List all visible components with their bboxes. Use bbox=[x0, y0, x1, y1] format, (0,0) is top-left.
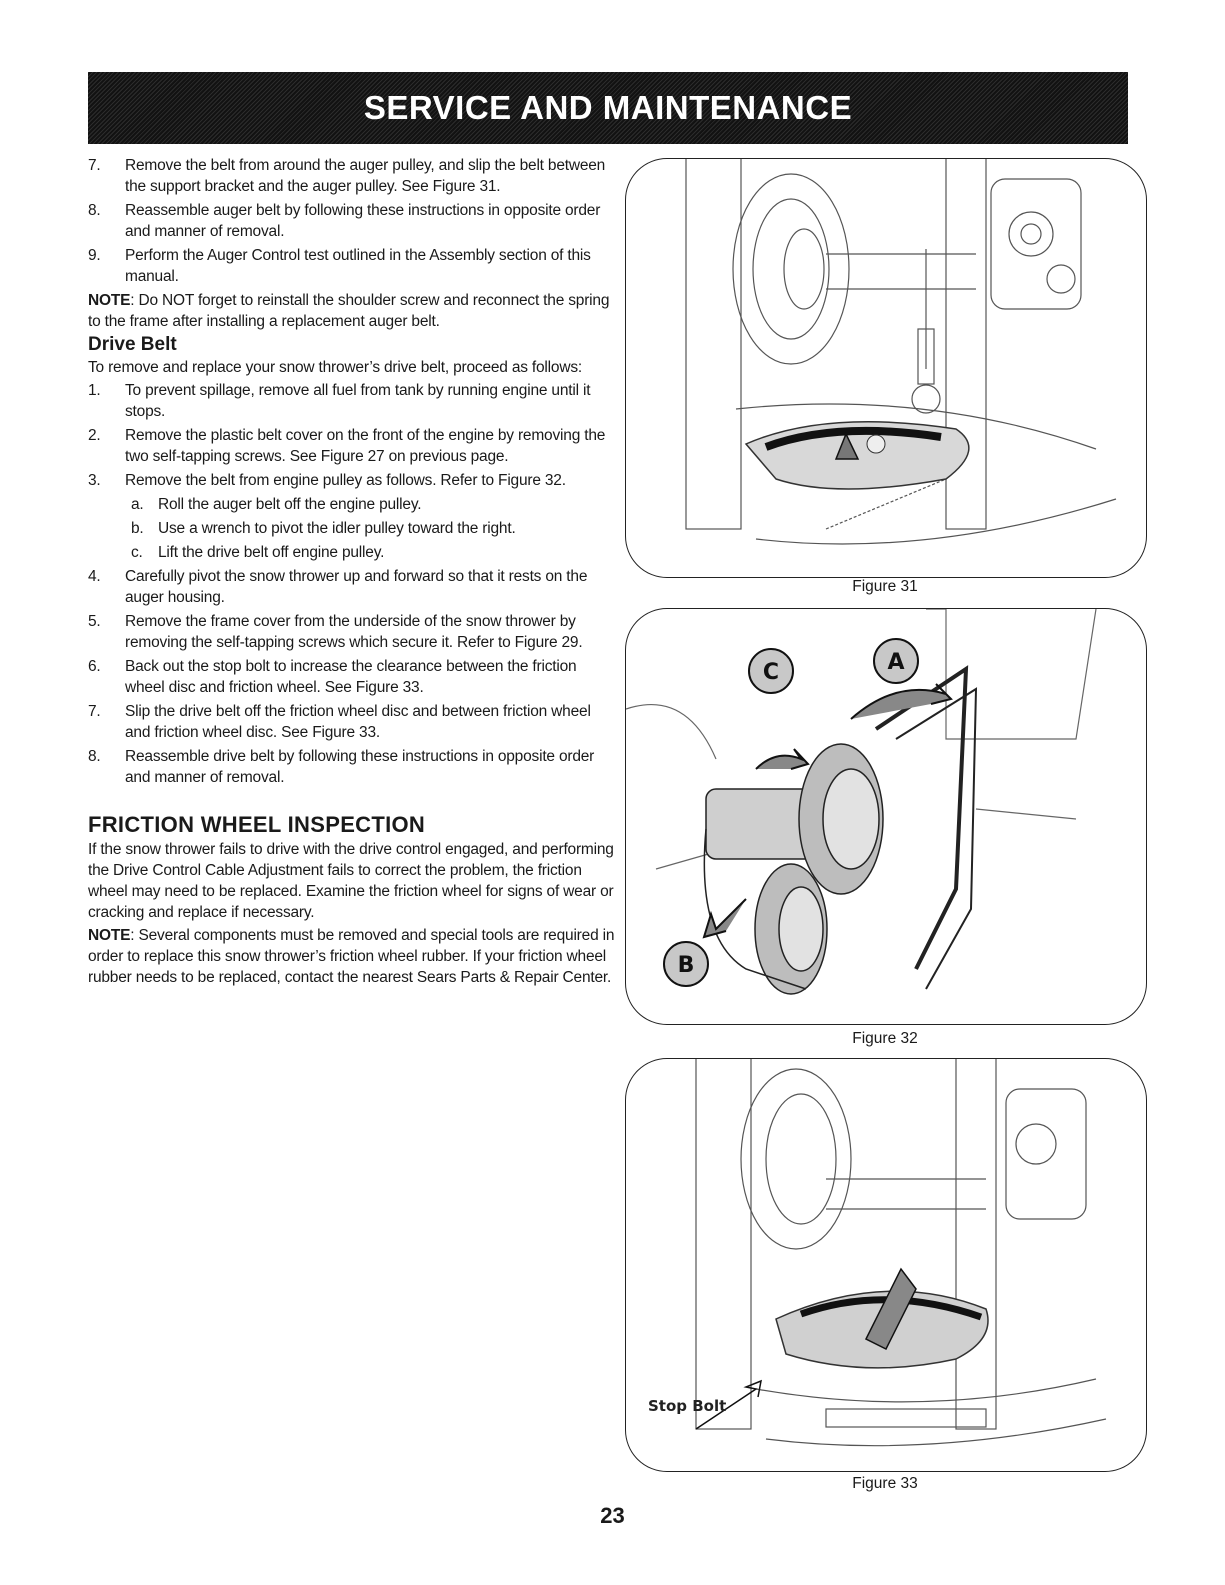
substep-text: Roll the auger belt off the engine pulley. bbox=[158, 496, 422, 513]
section-header-banner bbox=[88, 72, 1128, 144]
step-number: 4. bbox=[88, 568, 101, 585]
step-number: 3. bbox=[88, 472, 101, 489]
step-number: 2. bbox=[88, 427, 101, 444]
note-label: NOTE bbox=[88, 927, 131, 944]
callout-c-label: C bbox=[762, 660, 780, 685]
list-item bbox=[88, 155, 618, 197]
engine-pulley-drawing bbox=[626, 609, 1146, 1024]
callout-b-label: B bbox=[677, 953, 695, 978]
step-text: Back out the stop bolt to increase the clearance between the friction wheel disc and friction wheel. See Figure 33. bbox=[125, 658, 577, 696]
list-item bbox=[88, 425, 618, 467]
step-text: Remove the plastic belt cover on the front of the engine by removing the two self-tapping screws. See Figure 27 on previous page. bbox=[125, 427, 606, 465]
section-title: SERVICE AND MAINTENANCE bbox=[363, 89, 853, 126]
step-number: 8. bbox=[88, 748, 101, 765]
page-number: 23 bbox=[600, 1503, 625, 1528]
step-text: Reassemble drive belt by following these instructions in opposite order and manner of removal. bbox=[125, 748, 595, 786]
figure-31-caption: Figure 31 bbox=[852, 578, 918, 595]
note-paragraph bbox=[88, 290, 618, 332]
substep-text: Use a wrench to pivot the idler pulley toward the right. bbox=[158, 520, 516, 537]
callout-a-icon bbox=[874, 639, 918, 683]
arrow-c-icon bbox=[756, 749, 808, 769]
substep-letter: b. bbox=[131, 520, 144, 537]
step-number: 6. bbox=[88, 658, 101, 675]
note-text: : Do NOT forget to reinstall the shoulder screw and reconnect the spring to the frame after installing a replacement auger belt. bbox=[88, 292, 610, 330]
stop-bolt-label: Stop Bolt bbox=[648, 1397, 727, 1415]
friction-wheel-heading: FRICTION WHEEL INSPECTION bbox=[88, 812, 426, 837]
friction-wheel-paragraph: If the snow thrower fails to drive with the drive control engaged, and performing the Drive Control Cable Adjustment fails to correct the problem, the friction wheel may need to be replaced. Examine the friction wheel for signs of wear or cracking and replace if necessary. bbox=[88, 841, 614, 921]
step-number: 9. bbox=[88, 247, 101, 264]
note-label: NOTE bbox=[88, 292, 131, 309]
figure-33-caption: Figure 33 bbox=[852, 1475, 918, 1492]
step-number: 8. bbox=[88, 202, 101, 219]
figure-31-illustration bbox=[625, 158, 1147, 578]
list-item bbox=[88, 200, 618, 242]
list-item bbox=[88, 701, 618, 743]
figure-32-caption: Figure 32 bbox=[852, 1030, 918, 1047]
step-number: 7. bbox=[88, 703, 101, 720]
list-item bbox=[88, 380, 618, 422]
list-item bbox=[88, 611, 618, 653]
callout-b-icon bbox=[664, 942, 708, 986]
step-text: Remove the belt from engine pulley as follows. Refer to Figure 32. bbox=[125, 472, 566, 489]
note-text: : Several components must be removed and special tools are required in order to replace this snow thrower’s friction wheel rubber. If your friction wheel rubber needs to be replaced, contact the nearest Sears Parts & Repair Center. bbox=[88, 927, 615, 986]
step-text: Slip the drive belt off the friction wheel disc and between friction wheel and friction wheel disc. See Figure 33. bbox=[125, 703, 591, 741]
instructions-column bbox=[88, 155, 618, 990]
step-text: Reassemble auger belt by following these instructions in opposite order and manner of removal. bbox=[125, 202, 601, 240]
step-text: Carefully pivot the snow thrower up and forward so that it rests on the auger housing. bbox=[125, 568, 588, 606]
list-item bbox=[88, 746, 618, 788]
list-item bbox=[88, 656, 618, 698]
note-paragraph bbox=[88, 925, 618, 988]
step-text: Remove the belt from around the auger pulley, and slip the belt between the support bracket and the auger pulley. See Figure 31. bbox=[125, 157, 606, 195]
arrow-b-icon bbox=[704, 899, 746, 937]
step-number: 7. bbox=[88, 157, 101, 174]
callout-c-icon bbox=[749, 649, 793, 693]
sub-list-item bbox=[88, 542, 618, 563]
drive-belt-heading: Drive Belt bbox=[88, 334, 177, 355]
auger-pulley-drawing bbox=[626, 159, 1146, 577]
callout-a-label: A bbox=[887, 650, 905, 675]
sub-list-item bbox=[88, 518, 618, 539]
sub-list-item bbox=[88, 494, 618, 515]
substep-letter: c. bbox=[131, 544, 143, 561]
step-number: 1. bbox=[88, 382, 101, 399]
figure-33-illustration bbox=[625, 1058, 1147, 1472]
list-item bbox=[88, 566, 618, 608]
substep-letter: a. bbox=[131, 496, 144, 513]
step-text: Perform the Auger Control test outlined in the Assembly section of this manual. bbox=[125, 247, 591, 285]
figure-32-illustration bbox=[625, 608, 1147, 1025]
step-text: To prevent spillage, remove all fuel from tank by running engine until it stops. bbox=[125, 382, 591, 420]
list-item bbox=[88, 245, 618, 287]
step-text: Remove the frame cover from the underside of the snow thrower by removing the self-tapping screws which secure it. Refer to Figure 29. bbox=[125, 613, 583, 651]
drive-belt-intro: To remove and replace your snow thrower’s drive belt, proceed as follows: bbox=[88, 359, 582, 376]
substep-text: Lift the drive belt off engine pulley. bbox=[158, 544, 385, 561]
list-item bbox=[88, 470, 618, 491]
step-number: 5. bbox=[88, 613, 101, 630]
